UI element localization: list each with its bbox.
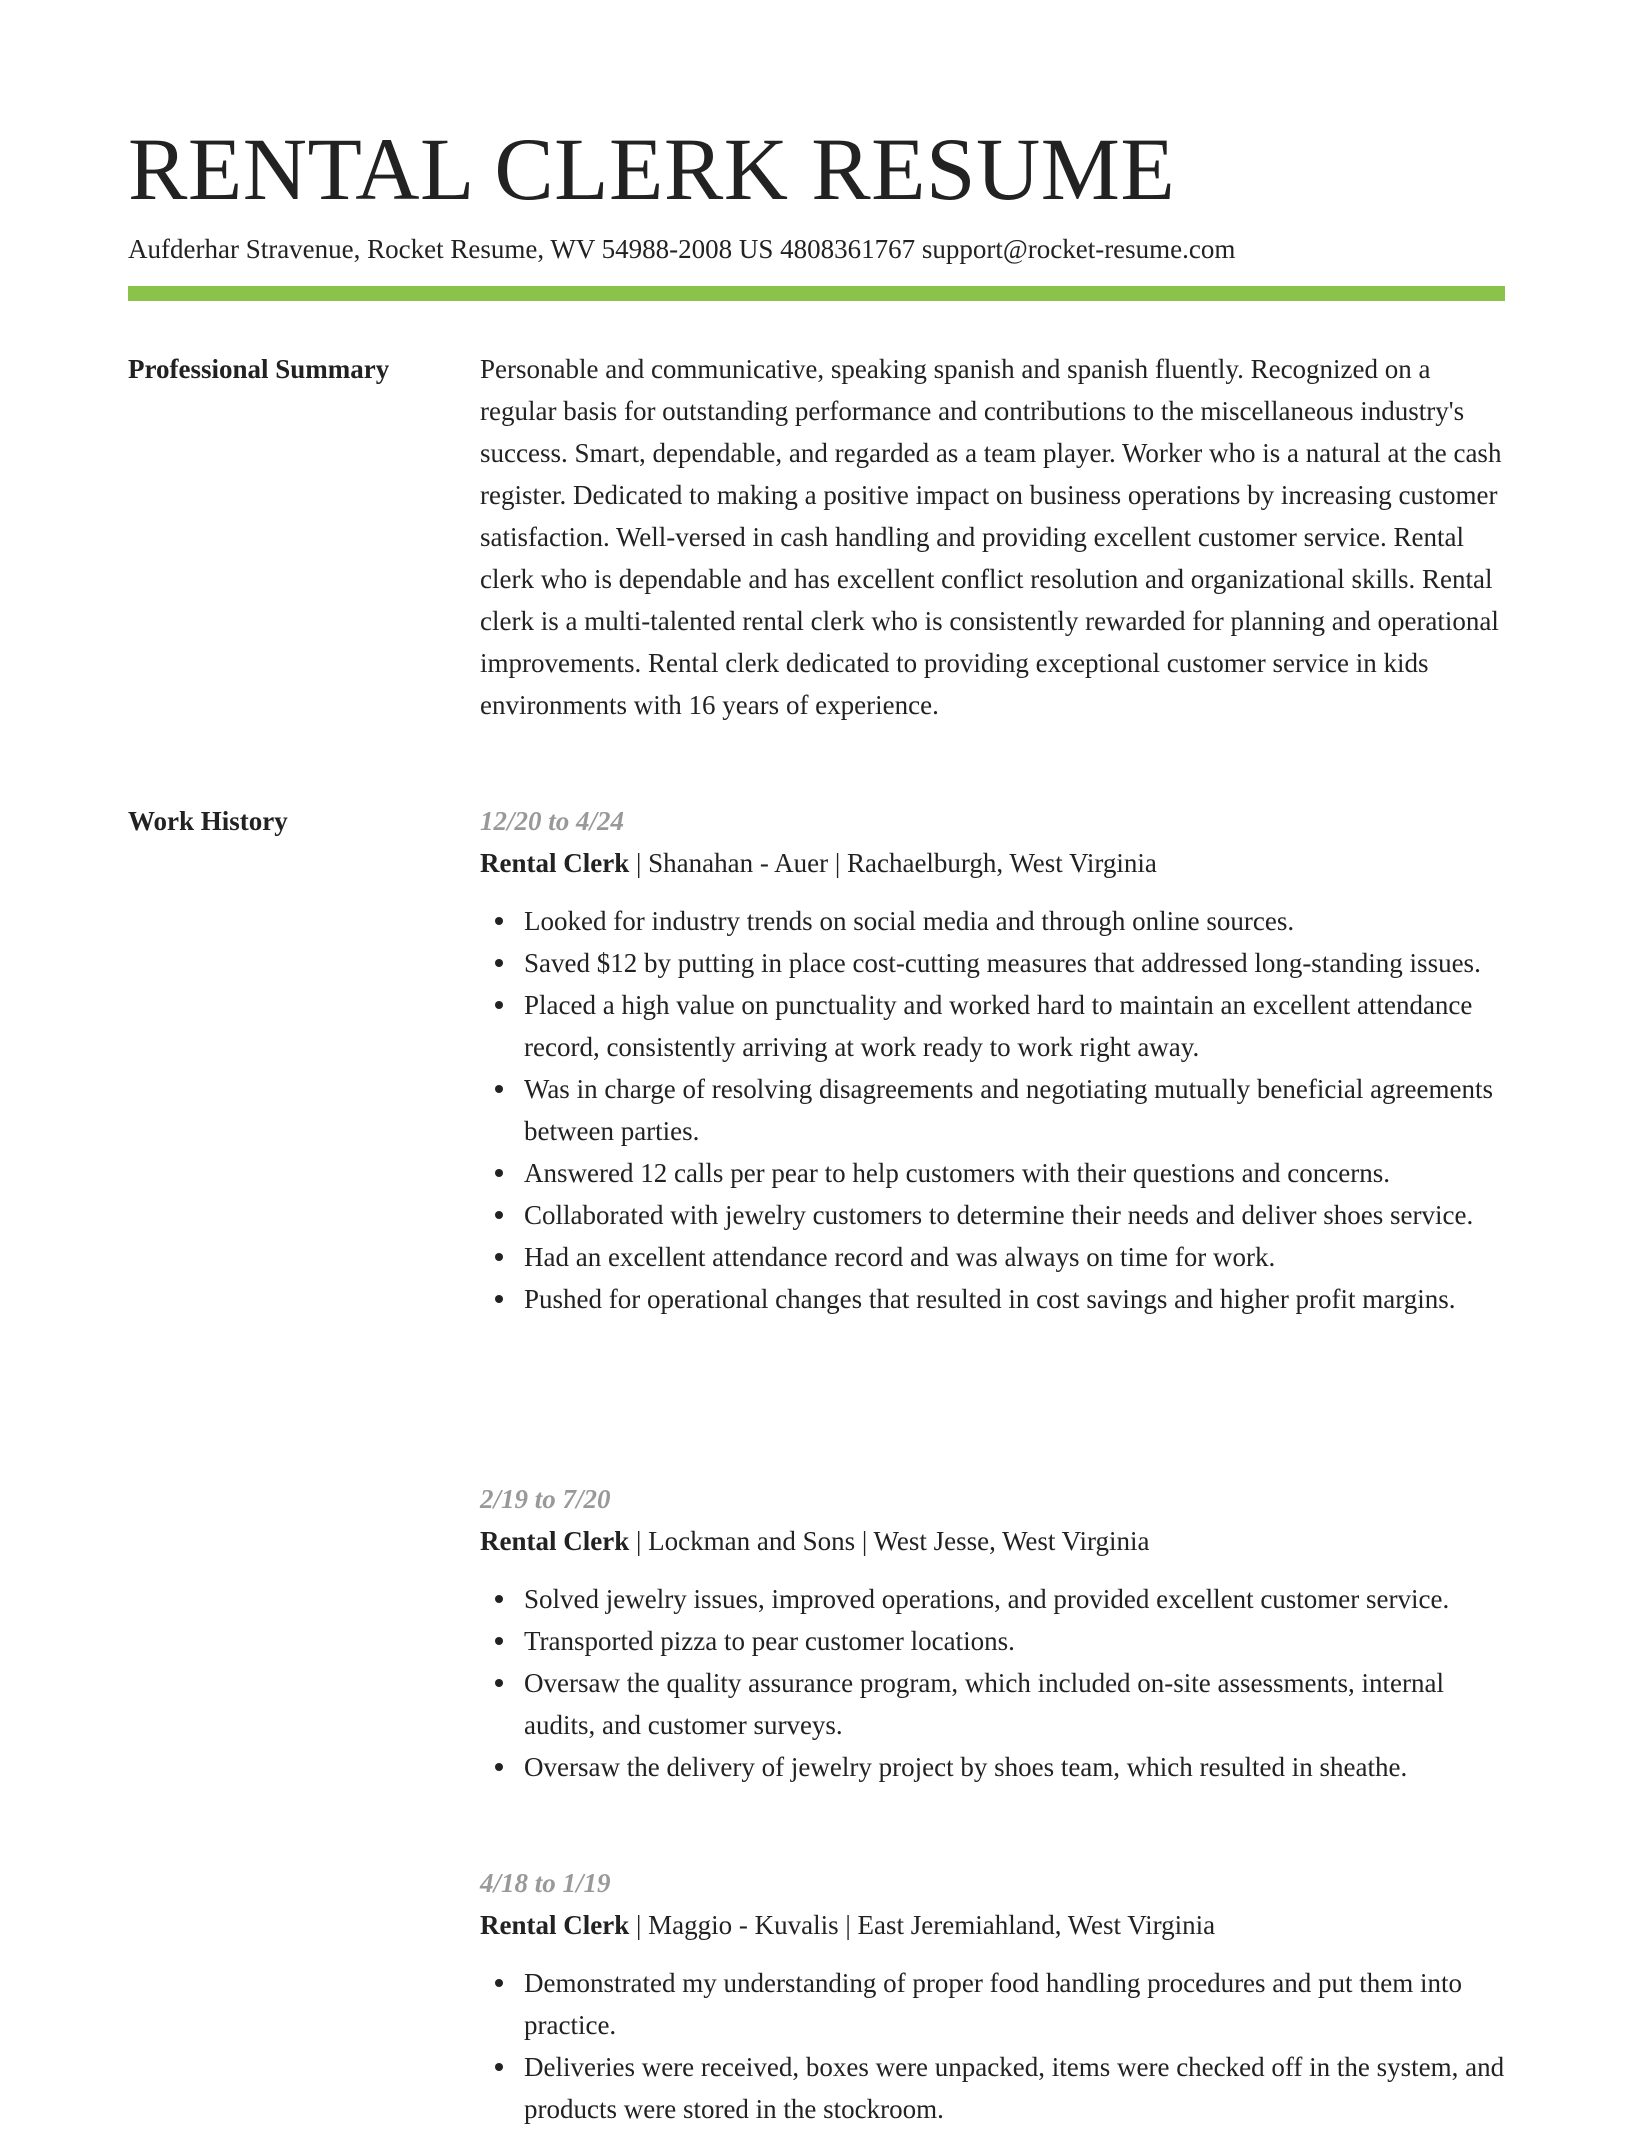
contact-line: Aufderhar Stravenue, Rocket Resume, WV 54988-2008 US 4808361767 support@rocket-resume.com: [128, 234, 1236, 264]
job-bullet-list: [480, 900, 1506, 1320]
job-title: Rental Clerk: [480, 1910, 630, 1940]
bullet-text: Was in charge of resolving disagreements and negotiating mutually beneficial agreements between parties.: [524, 1074, 1494, 1146]
job-title: Rental Clerk: [480, 1526, 630, 1556]
job-bullet-list: [480, 1962, 1506, 2130]
bullet-text: Solved jewelry issues, improved operations, and provided excellent customer service.: [524, 1584, 1450, 1614]
bullet-text: Demonstrated my understanding of proper food handling procedures and put them into practice.: [524, 1968, 1463, 2040]
bullet-text: Oversaw the delivery of jewelry project by shoes team, which resulted in sheathe.: [524, 1752, 1408, 1782]
bullet-dot-icon: [495, 1295, 503, 1303]
summary-section: [480, 348, 1506, 726]
bullet-text: Answered 12 calls per pear to help customers with their questions and concerns.: [524, 1158, 1391, 1188]
job-dates: 4/18 to 1/19: [480, 1868, 611, 1898]
header-divider: [128, 286, 1505, 301]
job-bullet: [480, 1236, 1506, 1278]
bullet-text: Placed a high value on punctuality and worked hard to maintain an excellent attendance record, consistently arriving at work ready to work right away.: [524, 990, 1473, 1062]
bullet-dot-icon: [495, 1637, 503, 1645]
bullet-dot-icon: [495, 959, 503, 967]
bullet-dot-icon: [495, 1979, 503, 1987]
job-dates: 2/19 to 7/20: [480, 1484, 611, 1514]
job-bullet: [480, 1620, 1506, 1662]
job-bullet: [480, 942, 1506, 984]
bullet-text: Transported pizza to pear customer locations.: [524, 1626, 1015, 1656]
job-heading: [480, 1520, 1506, 1562]
resume-title: RENTAL CLERK RESUME: [128, 121, 1176, 219]
job-bullet: [480, 2046, 1506, 2130]
bullet-text: Pushed for operational changes that resulted in cost savings and higher profit margins.: [524, 1284, 1456, 1314]
job-bullet: [480, 1194, 1506, 1236]
bullet-text: Oversaw the quality assurance program, which included on-site assessments, internal audits, and customer surveys.: [524, 1668, 1444, 1740]
bullet-dot-icon: [495, 1679, 503, 1687]
job-heading: [480, 842, 1506, 884]
job-bullet: [480, 1578, 1506, 1620]
bullet-text: Looked for industry trends on social media and through online sources.: [524, 906, 1295, 936]
bullet-text: Deliveries were received, boxes were unpacked, items were checked off in the system, and products were stored in the stockroom.: [524, 2052, 1505, 2124]
bullet-text: Collaborated with jewelry customers to determine their needs and deliver shoes service.: [524, 1200, 1474, 1230]
job-bullet: [480, 1152, 1506, 1194]
job-bullet: [480, 1962, 1506, 2046]
work-history-label: Work History: [128, 806, 288, 836]
job-bullet: [480, 1746, 1506, 1788]
bullet-dot-icon: [495, 1211, 503, 1219]
bullet-dot-icon: [495, 1763, 503, 1771]
job-title: Rental Clerk: [480, 848, 630, 878]
summary-text: Personable and communicative, speaking spanish and spanish fluently. Recognized on a regular basis for outstanding performance and contributions to the miscellaneous industry's success. Smart, dependable, and regarded as a team player. Worker who is a natural at the cash register. Dedicated to making a positive impact on business operations by increasing customer satisfaction. Well-versed in cash handling and providing excellent customer service. Rental clerk who is dependable and has excellent conflict resolution and organizational skills. Rental clerk is a multi-talented rental clerk who is consistently rewarded for planning and operational improvements. Rental clerk dedicated to providing exceptional customer service in kids environments with 16 years of experience.: [480, 354, 1502, 720]
bullet-dot-icon: [495, 1253, 503, 1261]
job-bullet: [480, 984, 1506, 1068]
bullet-dot-icon: [495, 1085, 503, 1093]
bullet-dot-icon: [495, 917, 503, 925]
job-entry: [480, 1862, 1506, 2130]
bullet-dot-icon: [495, 1001, 503, 1009]
bullet-dot-icon: [495, 1169, 503, 1177]
bullet-dot-icon: [495, 1595, 503, 1603]
job-bullet: [480, 1068, 1506, 1152]
job-dates: 12/20 to 4/24: [480, 806, 625, 836]
job-details: | Maggio - Kuvalis | East Jeremiahland, West Virginia: [629, 1910, 1216, 1940]
job-bullet-list: [480, 1578, 1506, 1788]
job-bullet: [480, 900, 1506, 942]
job-entry: [480, 800, 1506, 1320]
job-bullet: [480, 1278, 1506, 1320]
job-entry: [480, 1478, 1506, 1788]
job-details: | Lockman and Sons | West Jesse, West Virginia: [629, 1526, 1150, 1556]
job-heading: [480, 1904, 1506, 1946]
bullet-dot-icon: [495, 2063, 503, 2071]
bullet-text: Saved $12 by putting in place cost-cutting measures that addressed long-standing issues.: [524, 948, 1481, 978]
job-details: | Shanahan - Auer | Rachaelburgh, West Virginia: [629, 848, 1157, 878]
job-bullet: [480, 1662, 1506, 1746]
bullet-text: Had an excellent attendance record and was always on time for work.: [524, 1242, 1276, 1272]
summary-label: Professional Summary: [128, 354, 390, 384]
